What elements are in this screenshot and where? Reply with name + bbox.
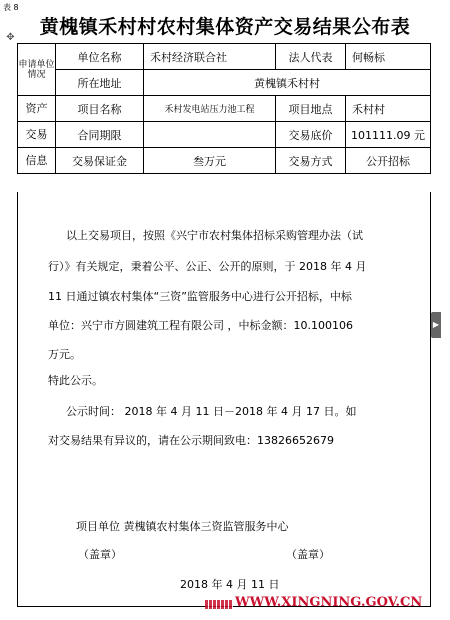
method-label: 交易方式	[276, 148, 346, 174]
publicity-period: 公示时间： 2018 年 4 月 11 日－2018 年 4 月 17 日。如	[66, 405, 357, 418]
signing-date: 2018 年 4 月 11 日	[180, 578, 280, 591]
paragraph-line: 以上交易项目，按照《兴宁市农村集体招标采购管理办法（试	[66, 229, 363, 242]
table-row	[18, 122, 431, 148]
paragraph-line: 万元。	[48, 348, 81, 361]
base-price-value: 101111.09 元	[346, 122, 431, 148]
table-number-tag: 表 8	[3, 3, 19, 12]
legal-rep-value: 何畅标	[346, 44, 431, 70]
contract-term-value	[144, 122, 276, 148]
contract-term-label: 合同期限	[56, 122, 144, 148]
base-price-label: 交易底价	[276, 122, 346, 148]
project-name-value: 禾村发电站压力池工程	[144, 96, 276, 122]
table-row	[18, 96, 431, 122]
expand-tab-icon[interactable]: ▶	[431, 312, 441, 338]
site-watermark: WWW.XINGNING.GOV.CN	[235, 595, 423, 610]
project-location-label: 项目地点	[276, 96, 346, 122]
table-move-handle-icon[interactable]: ✥	[6, 32, 15, 43]
side-label-trade: 交易	[18, 122, 56, 148]
deposit-label: 交易保证金	[56, 148, 144, 174]
project-location-value: 禾村村	[346, 96, 431, 122]
deposit-value: 叁万元	[144, 148, 276, 174]
method-value: 公开招标	[346, 148, 431, 174]
side-label-applicant: 申请单位情况	[18, 44, 56, 96]
table-row	[18, 148, 431, 174]
contact-line: 对交易结果有异议的，请在公示期间致电：13826652679	[48, 434, 334, 447]
unit-name-label: 单位名称	[56, 44, 144, 70]
side-label-info: 信息	[18, 148, 56, 174]
table-row	[18, 44, 431, 70]
address-label: 所在地址	[56, 70, 144, 96]
announcement-body	[17, 192, 431, 607]
side-label-asset: 资产	[18, 96, 56, 122]
paragraph-line: 单位：兴宁市方圆建筑工程有限公司 ，中标金额：10.100106	[48, 319, 353, 332]
notice-line: 特此公示。	[48, 374, 103, 387]
table-row	[18, 70, 431, 96]
paragraph-line: 11 日通过镇农村集体“三资”监管服务中心进行公开招标，中标	[48, 290, 352, 303]
legal-rep-label: 法人代表	[276, 44, 346, 70]
unit-name-value: 禾村经济联合社	[144, 44, 276, 70]
page-title: 黄槐镇禾村村农村集体资产交易结果公布表	[39, 16, 411, 38]
paragraph-line: 行）》有关规定，秉着公平、公正、公开的原则，于 2018 年 4 月	[48, 260, 367, 273]
seal-right: （盖章）	[286, 548, 330, 561]
project-unit: 项目单位 黄槐镇农村集体三资监管服务中心	[76, 520, 289, 533]
info-table	[17, 43, 431, 174]
project-name-label: 项目名称	[56, 96, 144, 122]
address-value: 黄槐镇禾村村	[144, 70, 431, 96]
seal-left: （盖章）	[78, 548, 122, 561]
